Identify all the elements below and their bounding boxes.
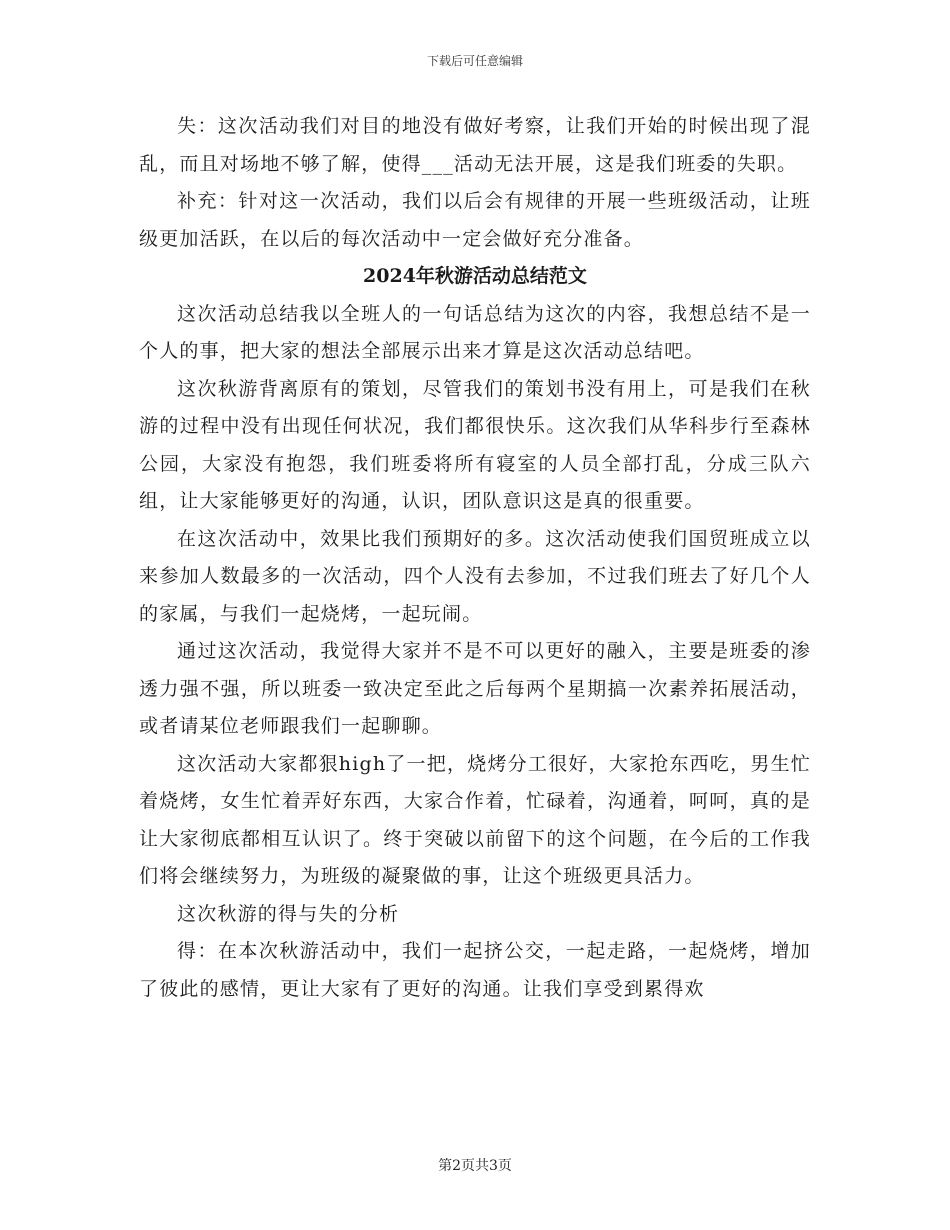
page-header: 下载后可任意编辑 [426, 54, 523, 68]
paragraph-reflection: 通过这次活动，我觉得大家并不是不可以更好的融入，主要是班委的渗透力强不强，所以班委一致决定至此之后每两个星期搞一次素养拓展活动，或者请某位老师跟我们一起聊聊。 [139, 640, 811, 737]
paragraph-intro: 这次活动总结我以全班人的一句话总结为这次的内容，我想总结不是一个人的事，把大家的想法全部展示出来才算是这次活动总结吧。 [139, 302, 811, 362]
section-title: 2024年秋游活动总结范文 [363, 265, 587, 287]
document-body [139, 108, 811, 1008]
paragraph-plan: 这次秋游背离原有的策划，尽管我们的策划书没有用上，可是我们在秋游的过程中没有出现任何状况，我们都很快乐。这次我们从华科步行至森林公园，大家没有抱怨，我们班委将所有寝室的人员全部打乱，分成三队六组，让大家能够更好的沟通，认识，团队意识这是真的很重要。 [139, 377, 811, 512]
paragraph-fun: 这次活动大家都狠high了一把，烧烤分工很好，大家抢东西吃，男生忙着烧烤，女生忙着弄好东西，大家合作着，忙碌着，沟通着，呵呵，真的是让大家彻底都相互认识了。终于突破以前留下的这个问题，在今后的工作我们将会继续努力，为班级的凝聚做的事，让这个班级更具活力。 [139, 752, 811, 887]
paragraph-supplement: 补充：针对这一次活动，我们以后会有规律的开展一些班级活动，让班级更加活跃，在以后的每次活动中一定会做好充分准备。 [139, 190, 811, 250]
paragraph-analysis-heading: 这次秋游的得与失的分析 [177, 902, 400, 925]
page-footer: 第2页共3页 [438, 1158, 512, 1174]
paragraph-loss: 失：这次活动我们对目的地没有做好考察，让我们开始的时候出现了混乱，而且对场地不够了解，使得___活动无法开展，这是我们班委的失职。 [139, 115, 811, 175]
paragraph-effect: 在这次活动中，效果比我们预期好的多。这次活动使我们国贸班成立以来参加人数最多的一次活动，四个人没有去参加，不过我们班去了好几个人的家属，与我们一起烧烤，一起玩闹。 [139, 527, 811, 625]
paragraph-gain: 得：在本次秋游活动中，我们一起挤公交，一起走路，一起烧烤，增加了彼此的感情，更让大家有了更好的沟通。让我们享受到累得欢 [139, 940, 811, 1000]
